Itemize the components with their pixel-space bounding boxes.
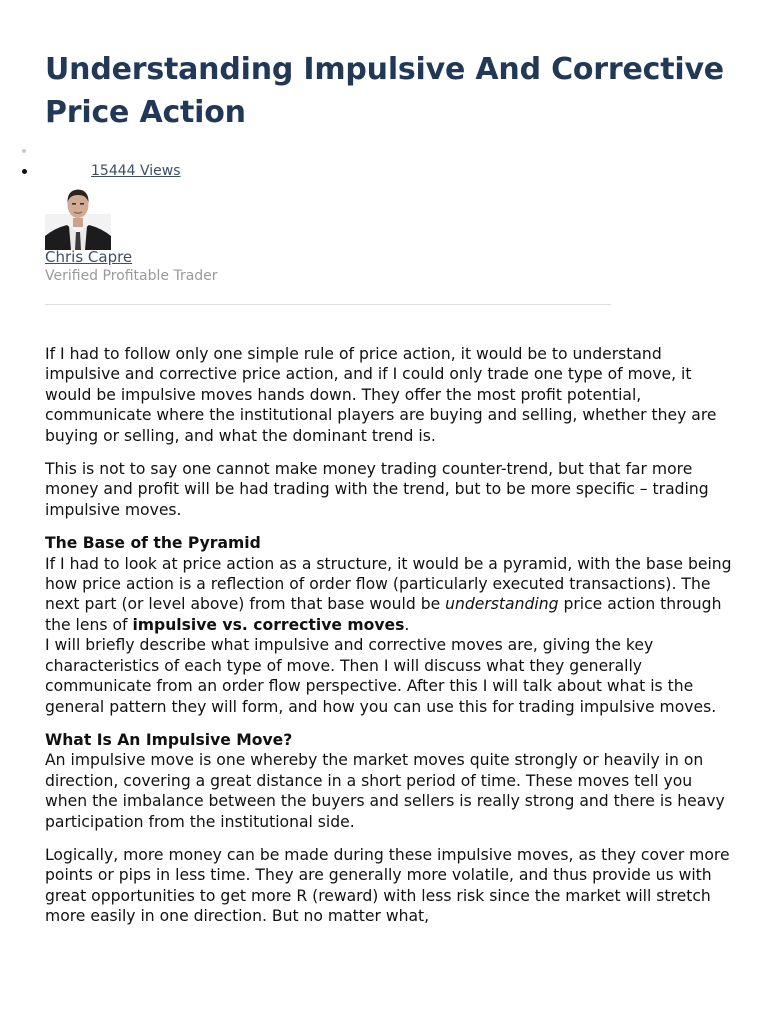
paragraph: Logically, more money can be made during these impulsive moves, as they cover more points or pips in less time. They are generally more volatile, and thus provide us with great opportunities to get more R (reward) with less risk since the market will stretch more easily in one direction. But no matter what,	[45, 845, 730, 926]
author-name-link[interactable]: Chris Capre	[45, 248, 133, 266]
author-role: Verified Profitable Trader	[45, 268, 218, 284]
paragraph-text: If I had to look at price action as a structure, it would be a pyramid, with the base being how price action is a reflection of order flow (particularly executed transactions). The next part (or level above) from that base would be	[45, 554, 732, 614]
paragraph-text: price action through the lens of	[45, 595, 722, 634]
emphasis-text: understanding	[445, 595, 559, 614]
views-count-link[interactable]: 15444 Views	[91, 163, 181, 179]
section-heading: What Is An Impulsive Move?	[45, 730, 293, 749]
paragraph: This is not to say one cannot make money trading counter-trend, but that far more money and profit will be had trading with the trend, but to be more specific – trading impulsive moves.	[45, 460, 709, 519]
article-title: Understanding Impulsive And Corrective Price Action	[45, 52, 724, 130]
list-bullet-icon	[22, 169, 27, 174]
strong-text: impulsive vs. corrective moves	[132, 615, 405, 634]
paragraph: If I had to follow only one simple rule of price action, it would be to understand impulsive and corrective price action, and if I could only trade one type of move, it would be impulsive moves hands down. They offer the most profit potential, communicate where the institutional players are buying and selling, whether they are buying or selling, and what the dominant trend is.	[45, 345, 717, 445]
paragraph: An impulsive move is one whereby the market moves quite strongly or heavily in on direction, covering a great distance in a short period of time. These moves tell you when the imbalance between the buyers and sellers is really strong and there is heavy participation from the institutional side.	[45, 751, 725, 831]
author-avatar[interactable]	[45, 184, 111, 250]
article-body	[45, 344, 735, 940]
paragraph-text: .	[404, 615, 410, 634]
author-portrait-icon	[45, 184, 111, 250]
section-heading: The Base of the Pyramid	[45, 534, 261, 553]
paragraph: I will briefly describe what impulsive and corrective moves are, giving the key characteristics of each type of move. Then I will discuss what they generally communicate from an order flow perspective. After this I will talk about what is the general pattern they will form, and how you can use this for trading impulsive moves.	[45, 636, 717, 716]
header-divider	[45, 304, 611, 305]
list-bullet-icon	[22, 149, 26, 153]
paragraph	[45, 554, 735, 636]
